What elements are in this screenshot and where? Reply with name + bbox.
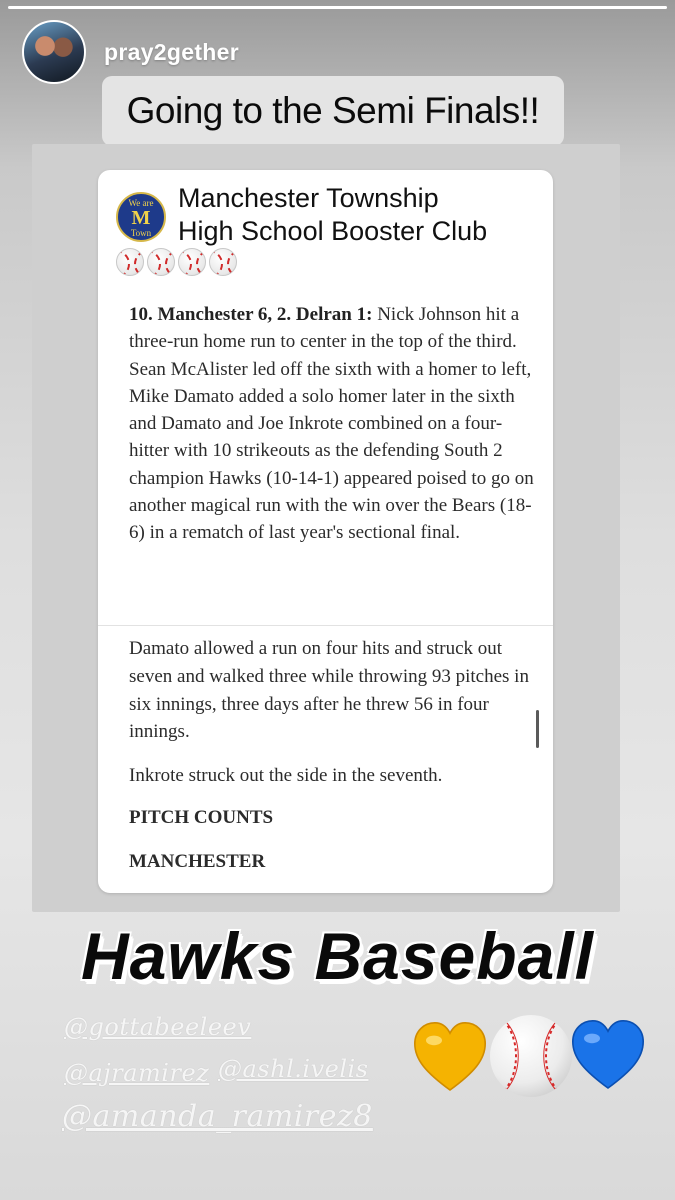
section-divider [98,625,553,626]
club-name-line2: High School Booster Club [178,216,488,246]
mention-tag[interactable]: @ashl.ivelis [218,1055,369,1083]
logo-text-bottom: Town [130,228,152,238]
mention-tag[interactable]: @amanda_ramirez8 [62,1099,373,1134]
story-progress-fill [8,6,667,9]
story-progress-bar [8,6,667,9]
logo-text-top: We are [128,198,154,208]
logo-text-middle: M [131,207,151,229]
article-headline: 10. Manchester 6, 2. Delran 1: [129,304,373,325]
pitch-counts-heading: PITCH COUNTS [129,807,274,828]
article-paragraph-1 [129,301,539,547]
baseball-emoji-icon [178,248,206,276]
user-avatar[interactable] [22,20,86,84]
article-paragraph-3: Inkrote struck out the side in the seventh. [129,765,443,786]
mention-tag[interactable]: @gottabeeleev [64,1013,252,1041]
baseball-emoji-icon [209,248,237,276]
yellow-heart-icon [410,1018,490,1098]
caption-bubble [102,76,564,146]
baseball-emoji-row [116,248,237,276]
booster-club-logo [116,192,166,242]
club-name-line1: Manchester Township [178,183,439,213]
baseball-icon [490,1015,572,1097]
club-name [178,182,548,248]
baseball-emoji-icon [147,248,175,276]
hawks-baseball-sticker[interactable]: Hawks Baseball [81,919,594,993]
scrollbar-thumb[interactable] [536,710,539,748]
story-username[interactable]: pray2gether [104,39,239,65]
caption-text: Going to the Semi Finals!! [126,90,540,131]
manchester-heading: MANCHESTER [129,851,266,872]
baseball-emoji-icon [116,248,144,276]
shared-post-card [98,170,553,893]
article-paragraph-2: Damato allowed a run on four hits and struck out seven and walked three while throwing 93 pitches in six innings, three days after he threw 56 in four innings. [129,638,529,743]
mention-tag[interactable]: @ajramirez [64,1059,210,1087]
blue-heart-icon [568,1016,648,1096]
article-body-1: Nick Johnson hit a three-run home run to center in the top of the third. Sean McAlister led off the sixth with a homer to left, Mike Damato added a solo homer later in the sixth and Damato and Joe Inkrote combined on a four-hitter with 10 strikeouts as the defending South 2 champion Hawks (10-14-1) appeared poised to go on another magical run with the win over the Bears (18-6) in a rematch of last year's sectional final. [129,304,534,544]
